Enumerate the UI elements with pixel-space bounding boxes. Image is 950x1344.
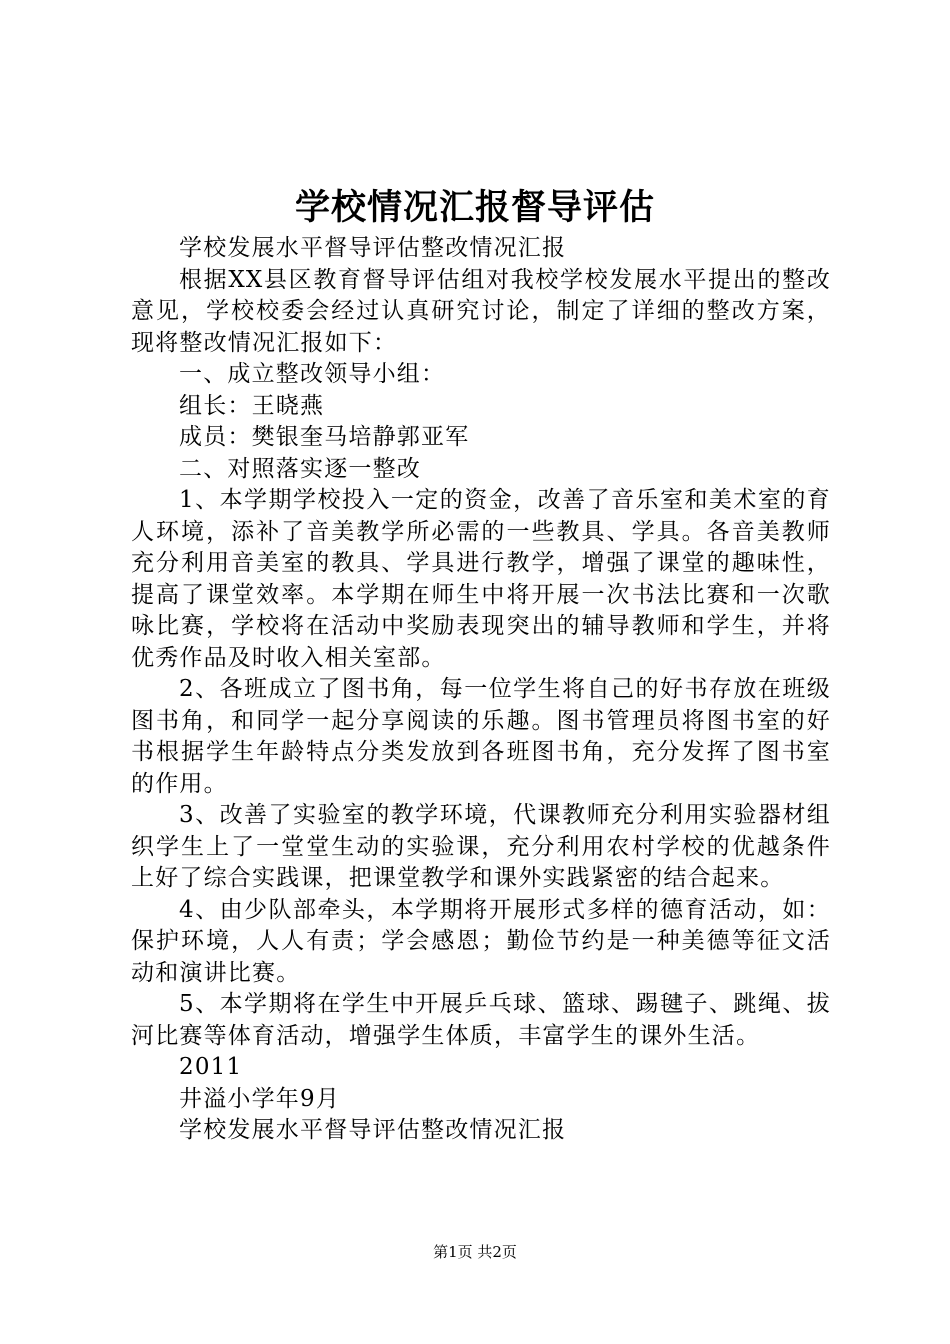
signature-line: 井溢小学年9月 — [179, 1085, 341, 1112]
team-leader-line: 组长：王晓燕 — [179, 392, 325, 419]
item-4-paragraph: 4、由少队部牵头，本学期将开展形式多样的德育活动，如：保护环境，人人有责；学会感恩；勤俭节约是一种美德等征文活动和演讲比赛。 — [131, 896, 831, 986]
document-title: 学校情况汇报督导评估 — [294, 188, 655, 228]
intro-paragraph: 根据XX县区教育督导评估组对我校学校发展水平提出的整改意见，学校校委会经过认真研究讨论，制定了详细的整改方案，现将整改情况汇报如下： — [131, 266, 831, 356]
section-heading-1: 一、成立整改领导小组： — [179, 361, 446, 387]
report-heading: 学校发展水平督导评估整改情况汇报 — [179, 235, 567, 261]
year-line: 2011 — [179, 1054, 243, 1080]
item-3-paragraph: 3、改善了实验室的教学环境，代课教师充分利用实验器材组织学生上了一堂堂生动的实验课，充分利用农村学校的优越条件上好了综合实践课，把课堂教学和课外实践紧密的结合起来。 — [131, 802, 831, 891]
team-members-line: 成员：樊银奎马培静郭亚军 — [179, 424, 470, 450]
page-footer: 第1页 共2页 — [433, 1243, 517, 1261]
item-1-paragraph: 1、本学期学校投入一定的资金，改善了音乐室和美术室的育人环境，添补了音美教学所必需的一些教具、学具。各音美教师充分利用音美室的教具、学具进行教学，增强了课堂的趣味性，提高了课堂效率。本学期在师生中将开展一次书法比赛和一次歌咏比赛，学校将在活动中奖励表现突出的辅导教师和学生，并将优秀作品及时收入相关室部。 — [131, 487, 831, 671]
document-body — [131, 233, 831, 1147]
item-5-paragraph: 5、本学期将在学生中开展乒乓球、篮球、踢毽子、跳绳、拔河比赛等体育活动，增强学生体质，丰富学生的课外生活。 — [131, 991, 831, 1049]
item-2-paragraph: 2、各班成立了图书角，每一位学生将自己的好书存放在班级图书角，和同学一起分享阅读的乐趣。图书管理员将图书室的好书根据学生年龄特点分类发放到各班图书角，充分发挥了图书室的作用。 — [131, 676, 831, 797]
closing-heading: 学校发展水平督导评估整改情况汇报 — [179, 1117, 567, 1143]
section-heading-2: 二、对照落实逐一整改 — [179, 455, 421, 482]
